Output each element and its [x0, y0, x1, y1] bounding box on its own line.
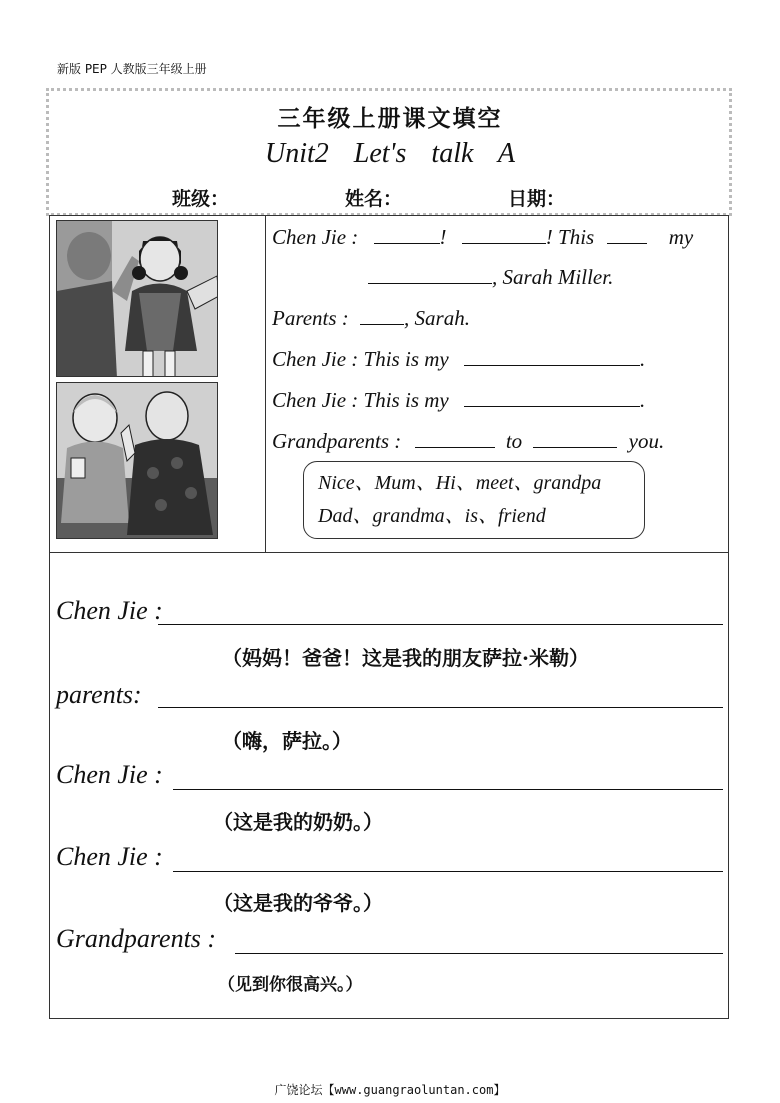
blank-6[interactable] [464, 347, 640, 366]
dialogue-divider [265, 215, 266, 553]
translation-speaker-5: Grandparents : [56, 924, 217, 953]
translation-speaker-4: Chen Jie : [56, 842, 163, 871]
dialogue-line-2: , Sarah Miller. [368, 265, 613, 290]
word-bank-row-2: Dad、grandma、is、friend [318, 505, 546, 527]
blank-5[interactable] [360, 306, 404, 325]
dialogue-line-6: Grandparents : to you. [272, 429, 665, 453]
header-note: 新版 PEP 人教版三年级上册 [57, 62, 207, 76]
word-bank [303, 461, 645, 539]
write-line-4[interactable] [173, 871, 723, 872]
footer-note: 广饶论坛【www.guangraoluntan.com】 [274, 1083, 506, 1097]
hint-5: （见到你很高兴。） [218, 975, 363, 995]
write-line-1[interactable] [158, 624, 723, 625]
blank-8[interactable] [415, 429, 495, 448]
blank-9[interactable] [533, 429, 617, 448]
blank-1[interactable] [374, 225, 440, 244]
translation-speaker-3: Chen Jie : [56, 760, 163, 789]
dialogue-line-4: Chen Jie : This is my . [272, 347, 646, 371]
translation-speaker-2: parents: [56, 680, 142, 709]
illustration-grandparents [56, 382, 218, 539]
hint-3: （这是我的奶奶。） [213, 810, 383, 834]
speaker-chen-jie: Chen Jie : [272, 225, 359, 249]
illustration-girl-and-parents [56, 220, 218, 377]
name-label: 姓名： [345, 188, 403, 210]
write-line-3[interactable] [173, 789, 723, 790]
hint-4: （这是我的爷爷。） [213, 891, 383, 915]
worksheet-subtitle: Unit2 Let's talk A [264, 138, 516, 169]
date-label: 日期： [508, 188, 566, 210]
dialogue-line-1: Chen Jie : ! ! This my [272, 225, 694, 249]
dialogue-line-5: Chen Jie : This is my . [272, 388, 646, 412]
blank-2[interactable] [462, 225, 546, 244]
blank-3[interactable] [607, 225, 647, 244]
worksheet-title: 三年级上册课文填空 [277, 105, 503, 132]
write-line-5[interactable] [235, 953, 723, 954]
write-line-2[interactable] [158, 707, 723, 708]
speaker-grandparents: Grandparents : [272, 429, 402, 453]
dialogue-line-3: Parents : , Sarah. [272, 306, 470, 330]
translation-speaker-1: Chen Jie : [56, 596, 163, 625]
class-label: 班级： [172, 188, 230, 210]
blank-7[interactable] [464, 388, 640, 407]
blank-4[interactable] [368, 265, 492, 284]
speaker-parents: Parents : [272, 306, 349, 330]
hint-1: （妈妈！爸爸！这是我的朋友萨拉·米勒） [222, 646, 589, 670]
hint-2: （嗨，萨拉。） [222, 729, 352, 753]
word-bank-row-1: Nice、Mum、Hi、meet、grandpa [318, 472, 602, 494]
